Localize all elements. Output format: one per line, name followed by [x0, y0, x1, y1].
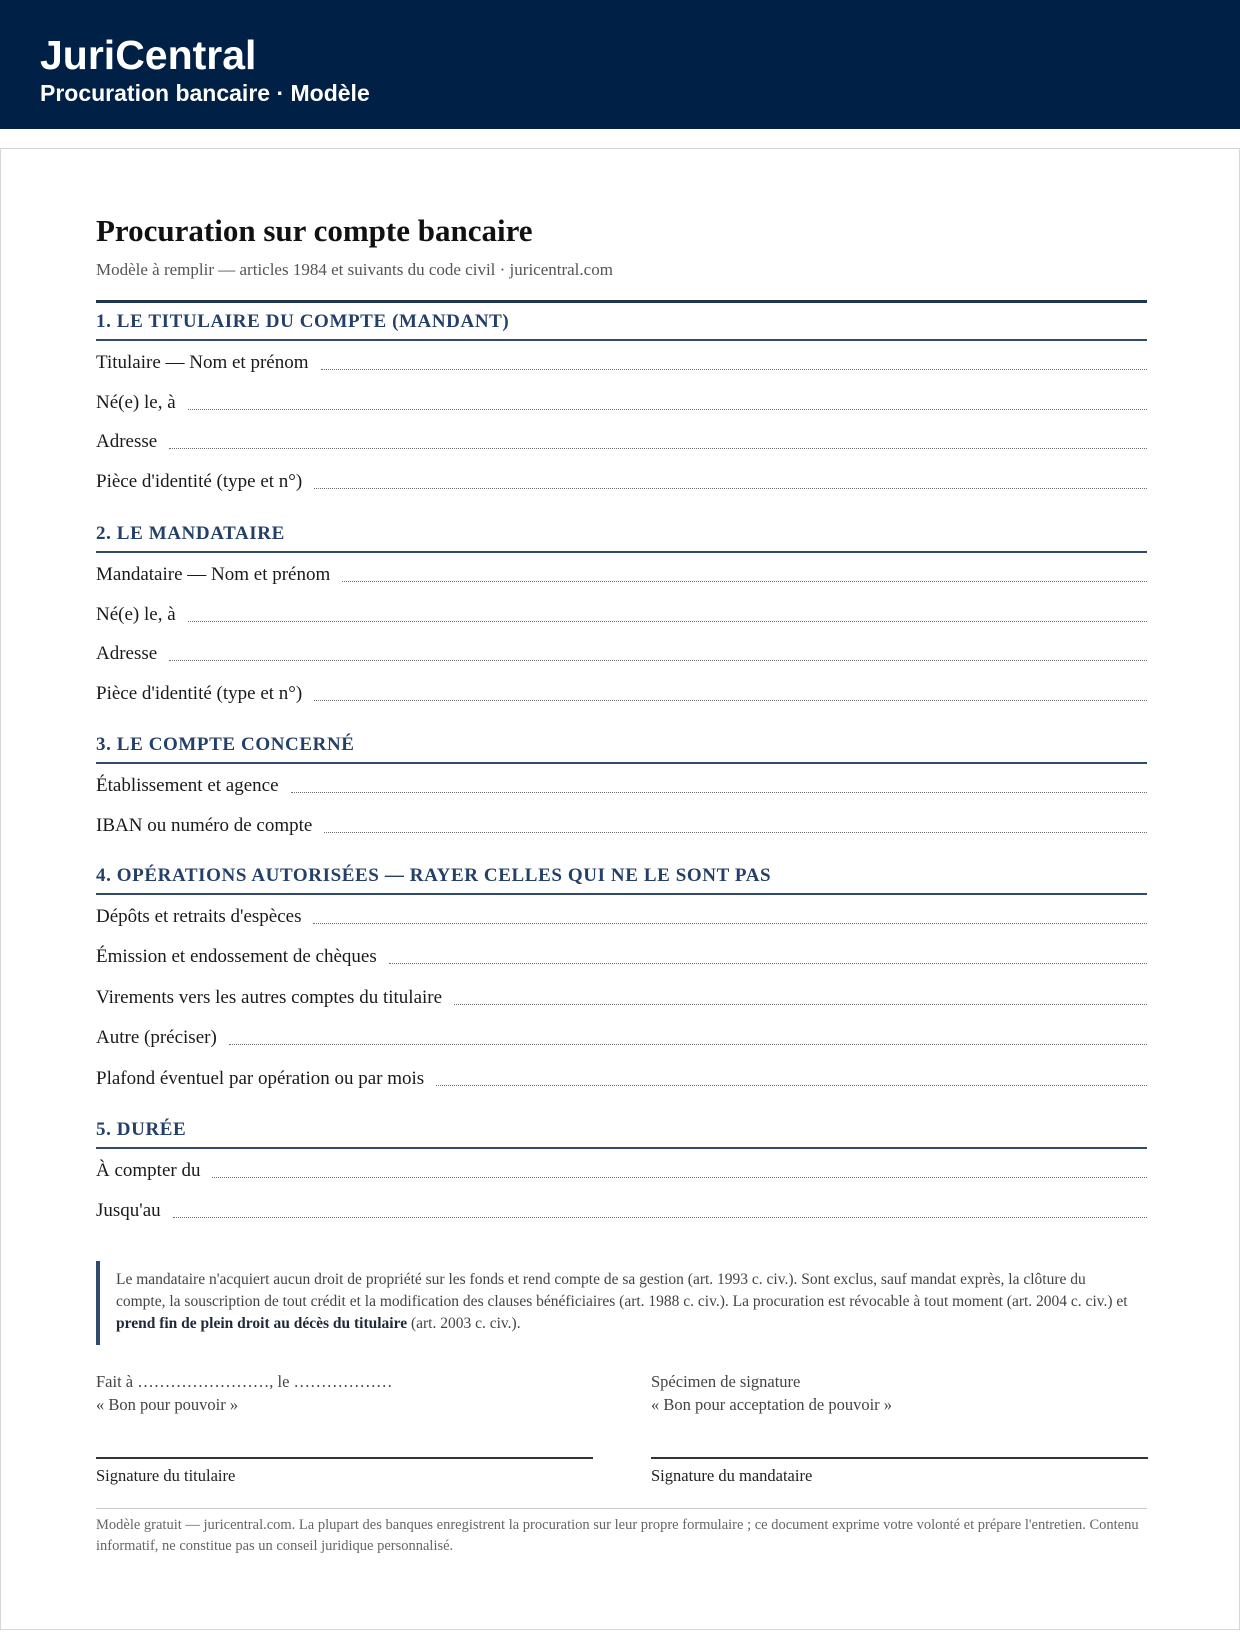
signature-block-mandataire [651, 1370, 1148, 1485]
fill-line[interactable] [321, 368, 1148, 370]
field-virements[interactable] [96, 982, 1147, 1010]
fill-line[interactable] [169, 659, 1147, 661]
section-divider [96, 762, 1147, 764]
notice-text: Le mandataire n'acquiert aucun droit de propriété sur les fonds et rend compte de sa gestion (art. 1993 c. civ.). Sont exclus, sauf mandat exprès, la clôture du compte, la souscription de tout crédit et la modification des clauses bénéficiaires (art. 1988 c. civ.). La procuration est révocable à tout moment (art. 2004 c. civ.) et [116, 1271, 1128, 1310]
fill-line[interactable] [169, 447, 1147, 449]
field-label: Émission et endossement de chèques [96, 946, 377, 967]
field-label: Pièce d'identité (type et n°) [96, 471, 303, 492]
field-label: Plafond éventuel par opération ou par mois [96, 1068, 425, 1089]
field-mandataire-nom[interactable] [96, 559, 1147, 587]
fill-line[interactable] [212, 1176, 1147, 1178]
fill-line[interactable] [291, 791, 1147, 793]
field-date-debut[interactable] [96, 1155, 1147, 1183]
field-depots-retraits[interactable] [96, 901, 1147, 929]
footer-divider [96, 1508, 1147, 1509]
section-divider [96, 1147, 1147, 1149]
field-label: Titulaire — Nom et prénom [96, 352, 309, 373]
fill-line[interactable] [188, 620, 1147, 622]
field-date-fin[interactable] [96, 1195, 1147, 1223]
specimen-label: Spécimen de signature [651, 1372, 801, 1391]
field-label: Adresse [96, 643, 158, 664]
fill-line[interactable] [313, 922, 1147, 924]
legal-notice [96, 1261, 1147, 1345]
field-titulaire-adresse[interactable] [96, 426, 1147, 454]
notice-emphasis: prend fin de plein droit au décès du titulaire [116, 1315, 408, 1332]
signature-label: Signature du titulaire [96, 1466, 236, 1485]
signature-mention: « Bon pour acceptation de pouvoir » [651, 1395, 893, 1414]
field-label: Né(e) le, à [96, 392, 176, 413]
section-divider [96, 893, 1147, 895]
field-label: Mandataire — Nom et prénom [96, 564, 331, 585]
fill-line[interactable] [454, 1003, 1147, 1005]
document-subtitle: Modèle à remplir — articles 1984 et suivants du code civil · juricentral.com [96, 260, 613, 279]
section-title-operations: 4. OPÉRATIONS AUTORISÉES — RAYER CELLES QUI NE LE SONT PAS [96, 865, 772, 886]
site-header [0, 0, 1240, 129]
fill-line[interactable] [188, 408, 1147, 410]
field-titulaire-naissance[interactable] [96, 387, 1147, 415]
field-label: Pièce d'identité (type et n°) [96, 683, 303, 704]
fill-line[interactable] [314, 487, 1147, 489]
field-label: Jusqu'au [96, 1200, 161, 1221]
field-label: Autre (préciser) [96, 1027, 217, 1048]
fill-line[interactable] [324, 831, 1147, 833]
fill-line[interactable] [229, 1043, 1147, 1045]
signature-line[interactable] [651, 1457, 1148, 1459]
notice-text-end: (art. 2003 c. civ.). [407, 1315, 521, 1332]
field-etablissement[interactable] [96, 770, 1147, 798]
section-title-mandant: 1. LE TITULAIRE DU COMPTE (MANDANT) [96, 311, 510, 332]
section-title-duree: 5. DURÉE [96, 1119, 187, 1140]
field-label: Dépôts et retraits d'espèces [96, 906, 302, 927]
document-page [0, 148, 1240, 1630]
footer-disclaimer: Modèle gratuit — juricentral.com. La plupart des banques enregistrent la procuration sur leur propre formulaire ; ce document exprime votre volonté et prépare l'entretien. Contenu informatif, ne constitue pas un conseil juridique personnalisé. [96, 1517, 1139, 1554]
place-date-line: Fait à ……………………, le ……………… [96, 1372, 393, 1391]
field-mandataire-piece-identite[interactable] [96, 678, 1147, 706]
field-label: Né(e) le, à [96, 604, 176, 625]
field-label: Adresse [96, 431, 158, 452]
field-cheques[interactable] [96, 941, 1147, 969]
field-titulaire-nom[interactable] [96, 347, 1147, 375]
fill-line[interactable] [314, 699, 1147, 701]
field-label: IBAN ou numéro de compte [96, 815, 313, 836]
section-title-compte: 3. LE COMPTE CONCERNÉ [96, 734, 355, 755]
title-divider [96, 300, 1147, 303]
fill-line[interactable] [389, 962, 1147, 964]
field-label: À compter du [96, 1160, 201, 1181]
field-label: Virements vers les autres comptes du titulaire [96, 987, 443, 1008]
field-mandataire-adresse[interactable] [96, 638, 1147, 666]
brand-logo[interactable]: JuriCentral [40, 32, 257, 78]
fill-line[interactable] [436, 1084, 1147, 1086]
signature-line[interactable] [96, 1457, 593, 1459]
signature-label: Signature du mandataire [651, 1466, 813, 1485]
signature-mention: « Bon pour pouvoir » [96, 1395, 239, 1414]
field-autre[interactable] [96, 1022, 1147, 1050]
field-label: Établissement et agence [96, 775, 279, 796]
fill-line[interactable] [342, 580, 1147, 582]
section-divider [96, 339, 1147, 341]
field-titulaire-piece-identite[interactable] [96, 466, 1147, 494]
fill-line[interactable] [173, 1216, 1147, 1218]
document-title: Procuration sur compte bancaire [96, 213, 533, 248]
field-iban[interactable] [96, 810, 1147, 838]
section-title-mandataire: 2. LE MANDATAIRE [96, 523, 285, 544]
field-plafond[interactable] [96, 1063, 1147, 1091]
header-subtitle: Procuration bancaire · Modèle [40, 80, 370, 106]
field-mandataire-naissance[interactable] [96, 599, 1147, 627]
section-divider [96, 551, 1147, 553]
signature-block-titulaire [96, 1370, 593, 1485]
